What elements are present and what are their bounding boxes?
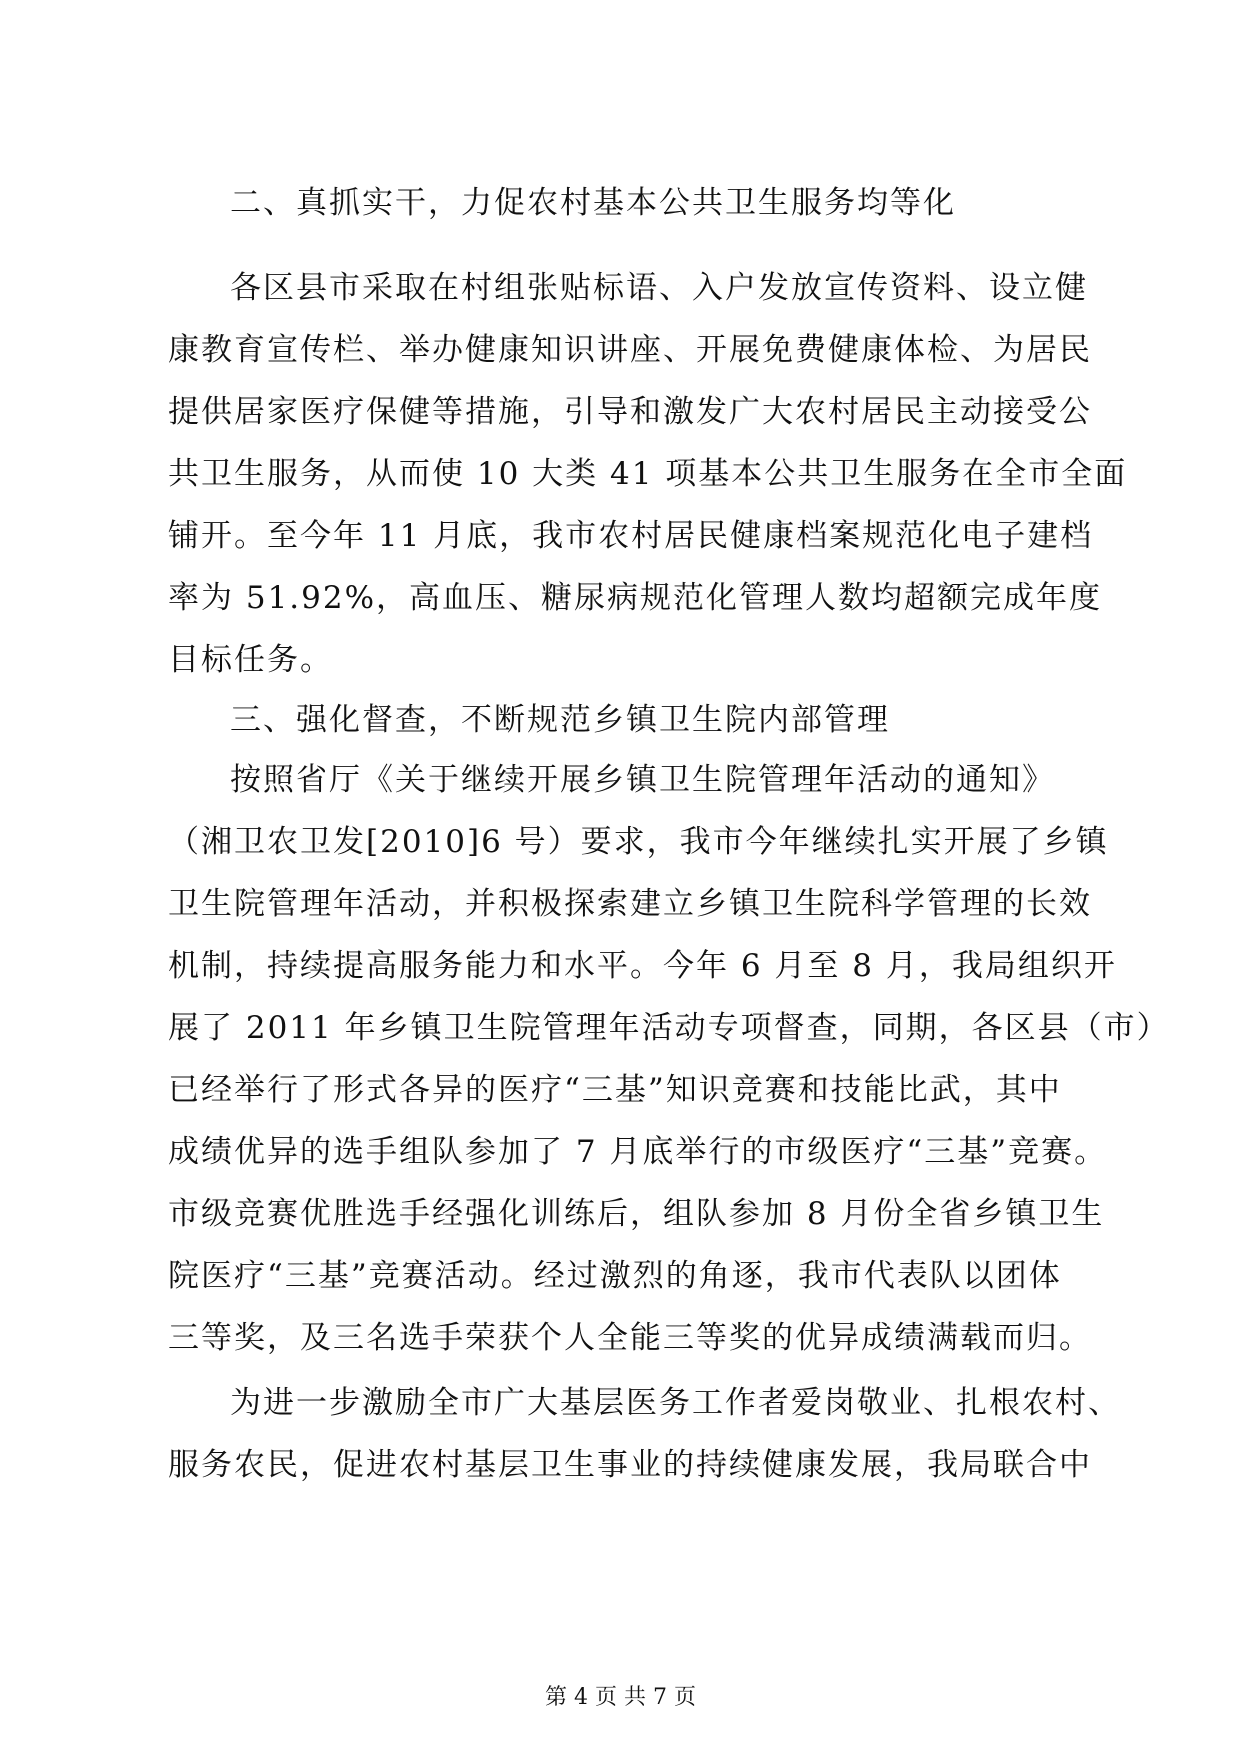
heading-section-2: 二、真抓实干，力促农村基本公共卫生服务均等化 [230,185,956,221]
paragraph-line: 率为 51.92%，高血压、糖尿病规范化管理人数均超额完成年度 [168,580,1103,616]
paragraph-line: 成绩优异的选手组队参加了 7 月底举行的市级医疗“三基”竞赛。 [168,1134,1108,1170]
page-number-footer: 第 4 页 共 7 页 [545,1685,696,1710]
paragraph-line: 三等奖，及三名选手荣获个人全能三等奖的优异成绩满载而归。 [168,1320,1092,1356]
paragraph-line: 市级竞赛优胜选手经强化训练后，组队参加 8 月份全省乡镇卫生 [168,1196,1105,1232]
paragraph-line: 按照省厅《关于继续开展乡镇卫生院管理年活动的通知》 [230,762,1055,798]
paragraph-line: 铺开。至今年 11 月底，我市农村居民健康档案规范化电子建档 [168,518,1094,554]
paragraph-line: （湘卫农卫发[2010]6 号）要求，我市今年继续扎实开展了乡镇 [168,824,1109,860]
paragraph-line: 各区县市采取在村组张贴标语、入户发放宣传资料、设立健 [230,270,1088,306]
paragraph-line: 康教育宣传栏、举办健康知识讲座、开展免费健康体检、为居民 [168,332,1092,368]
paragraph-line: 院医疗“三基”竞赛活动。经过激烈的角逐，我市代表队以团体 [168,1258,1062,1294]
paragraph-line: 提供居家医疗保健等措施，引导和激发广大农村居民主动接受公 [168,394,1092,430]
paragraph-line: 共卫生服务，从而使 10 大类 41 项基本公共卫生服务在全市全面 [168,456,1128,492]
paragraph-line: 机制，持续提高服务能力和水平。今年 6 月至 8 月，我局组织开 [168,948,1117,984]
paragraph-line: 服务农民，促进农村基层卫生事业的持续健康发展，我局联合中 [168,1447,1092,1483]
paragraph-line: 卫生院管理年活动，并积极探索建立乡镇卫生院科学管理的长效 [168,886,1092,922]
paragraph-line: 目标任务。 [168,642,333,678]
paragraph-line: 展了 2011 年乡镇卫生院管理年活动专项督查，同期，各区县（市） [168,1010,1170,1046]
paragraph-line: 已经举行了形式各异的医疗“三基”知识竞赛和技能比武，其中 [168,1072,1062,1108]
paragraph-line: 为进一步激励全市广大基层医务工作者爱岗敬业、扎根农村、 [230,1385,1121,1421]
heading-section-3: 三、强化督查，不断规范乡镇卫生院内部管理 [230,702,890,738]
